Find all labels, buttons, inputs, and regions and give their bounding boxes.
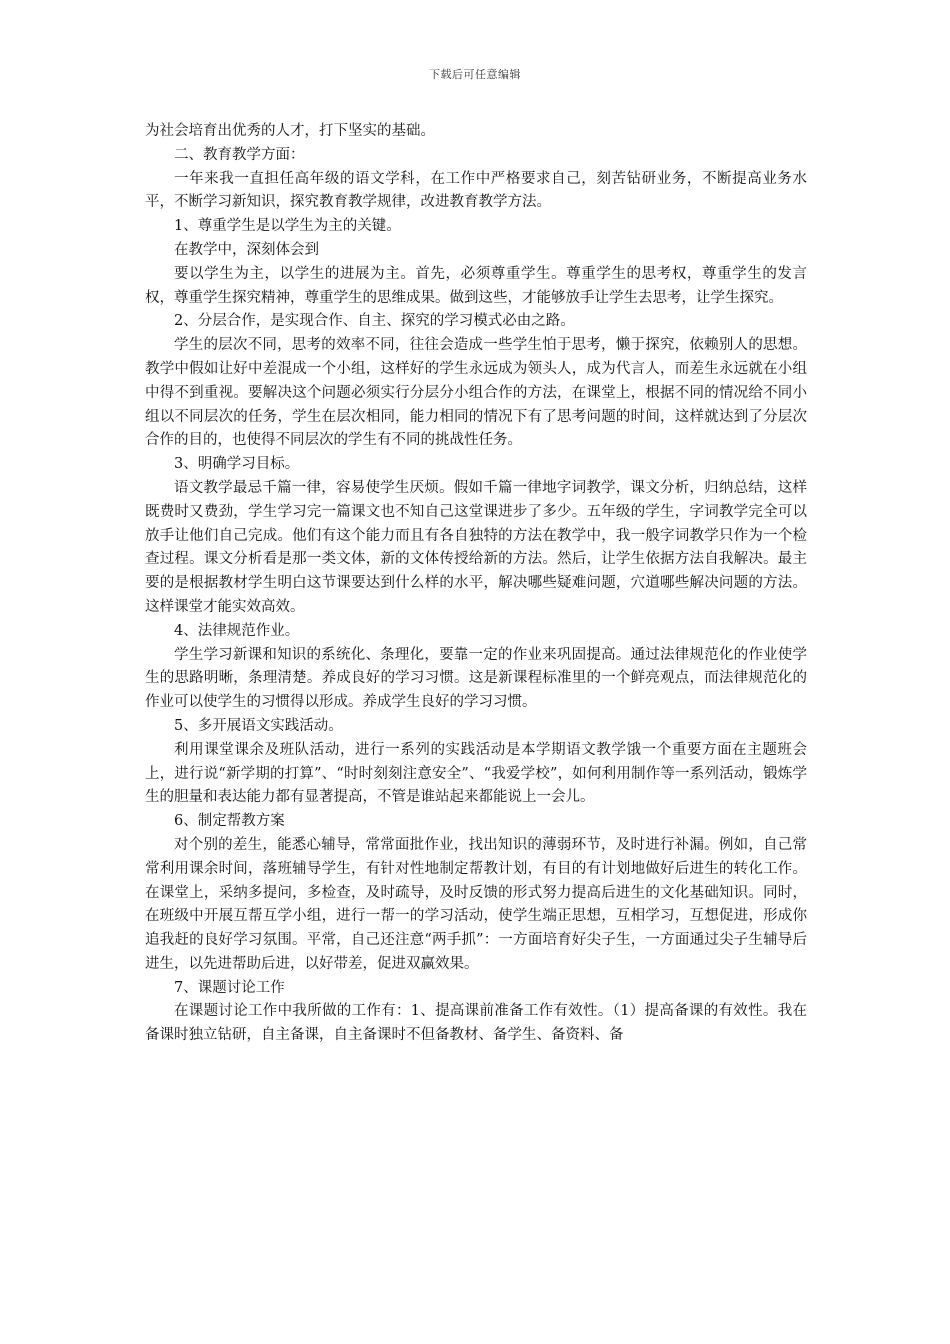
item-heading: 2、分层合作，是实现合作、自主、探究的学习模式必由之路。 bbox=[174, 313, 575, 330]
item-heading: 7、课题讨论工作 bbox=[174, 979, 285, 996]
paragraph: 学生学习新课和知识的系统化、条理化，要靠一定的作业来巩固提高。通过法律规范化的作业使学生的思路明晰，条理清楚。养成良好的学习习惯。这是新课程标准里的一个鲜亮观点，而法律规范化的作业可以使学生的习惯得以形成。养成学生良好的学习习惯。 bbox=[145, 646, 807, 711]
paragraph: 在教学中，深刻体会到 bbox=[174, 241, 319, 258]
paragraph: 在课题讨论工作中我所做的工作有：1、提高课前准备工作有效性。（1）提高备课的有效性。我在备课时独立钻研，自主备课，自主备课时不但备教材、备学生、备资料、备 bbox=[145, 1003, 807, 1044]
item-heading: 5、多开展语文实践活动。 bbox=[174, 717, 343, 734]
section-heading: 二、教育教学方面： bbox=[174, 146, 305, 163]
paragraph: 利用课堂课余及班队活动，进行一系列的实践活动是本学期语文教学饿一个重要方面在主题班会上，进行说“新学期的打算”、“时时刻刻注意安全”、“我爱学校”，如何利用制作等一系列活动，锻炼学生的胆量和表达能力都有显著提高，不管是谁站起来都能说上一会儿。 bbox=[145, 741, 807, 806]
paragraph: 为社会培育出优秀的人才，打下坚实的基础。 bbox=[145, 123, 435, 139]
paragraph: 要以学生为主，以学生的进展为主。首先，必须尊重学生。尊重学生的思考权，尊重学生的发言权，尊重学生探究精神，尊重学生的思维成果。做到这些，才能够放手让学生去思考，让学生探究。 bbox=[145, 265, 807, 306]
item-heading: 3、明确学习目标。 bbox=[174, 456, 300, 473]
paragraph: 一年来我一直担任高年级的语文学科，在工作中严格要求自己，刻苦钻研业务，不断提高业务水平，不断学习新知识，探究教育教学规律，改进教育教学方法。 bbox=[145, 170, 807, 211]
page-header: 下载后可任意编辑 bbox=[429, 68, 521, 81]
item-heading: 1、尊重学生是以学生为主的关键。 bbox=[174, 218, 401, 235]
item-heading: 4、法律规范作业。 bbox=[174, 622, 300, 639]
paragraph: 学生的层次不同，思考的效率不同，往往会造成一些学生怕于思考，懒于探究，依赖别人的思想。教学中假如让好中差混成一个小组，这样好的学生永远成为领头人，成为代言人，而差生永远就在小组中得不到重视。要解决这个问题必须实行分层分小组合作的方法，在课堂上，根据不同的情况给不同小组以不同层次的任务，学生在层次相同，能力相同的情况下有了思考问题的时间，这样就达到了分层次合作的目的，也使得不同层次的学生有不同的挑战性任务。 bbox=[145, 337, 807, 449]
paragraph: 语文教学最忌千篇一律，容易使学生厌烦。假如千篇一律地字词教学，课文分析，归纳总结，这样既费时又费劲，学生学习完一篇课文也不知自己这堂课进步了多少。五年级的学生，字词教学完全可以放手让他们自己完成。他们有这个能力而且有各自独特的方法在教学中，我一般字词教学只作为一个检查过程。课文分析看是那一类文体，新的文体传授给新的方法。然后，让学生依据方法自我解决。最主要的是根据教材学生明白这节课要达到什么样的水平，解决哪些疑难问题，穴道哪些解决问题的方法。这样课堂才能实效高效。 bbox=[145, 479, 807, 615]
document-body bbox=[145, 120, 807, 1048]
paragraph: 对个别的差生，能悉心辅导，常常面批作业，找出知识的薄弱环节，及时进行补漏。例如，自己常常利用课余时间，落班辅导学生，有针对性地制定帮教计划，有目的有计划地做好后进生的转化工作。在课堂上，采纳多提问，多检查，及时疏导，及时反馈的形式努力提高后进生的文化基础知识。同时，在班级中开展互帮互学小组，进行一帮一的学习活动，使学生端正思想，互相学习，互想促进，形成你追我赶的良好学习氛围。平常，自己还注意“两手抓”：一方面培育好尖子生，一方面通过尖子生辅导后进生，以先进帮助后进，以好带差，促进双赢效果。 bbox=[145, 836, 807, 972]
item-heading: 6、制定帮教方案 bbox=[174, 813, 285, 830]
